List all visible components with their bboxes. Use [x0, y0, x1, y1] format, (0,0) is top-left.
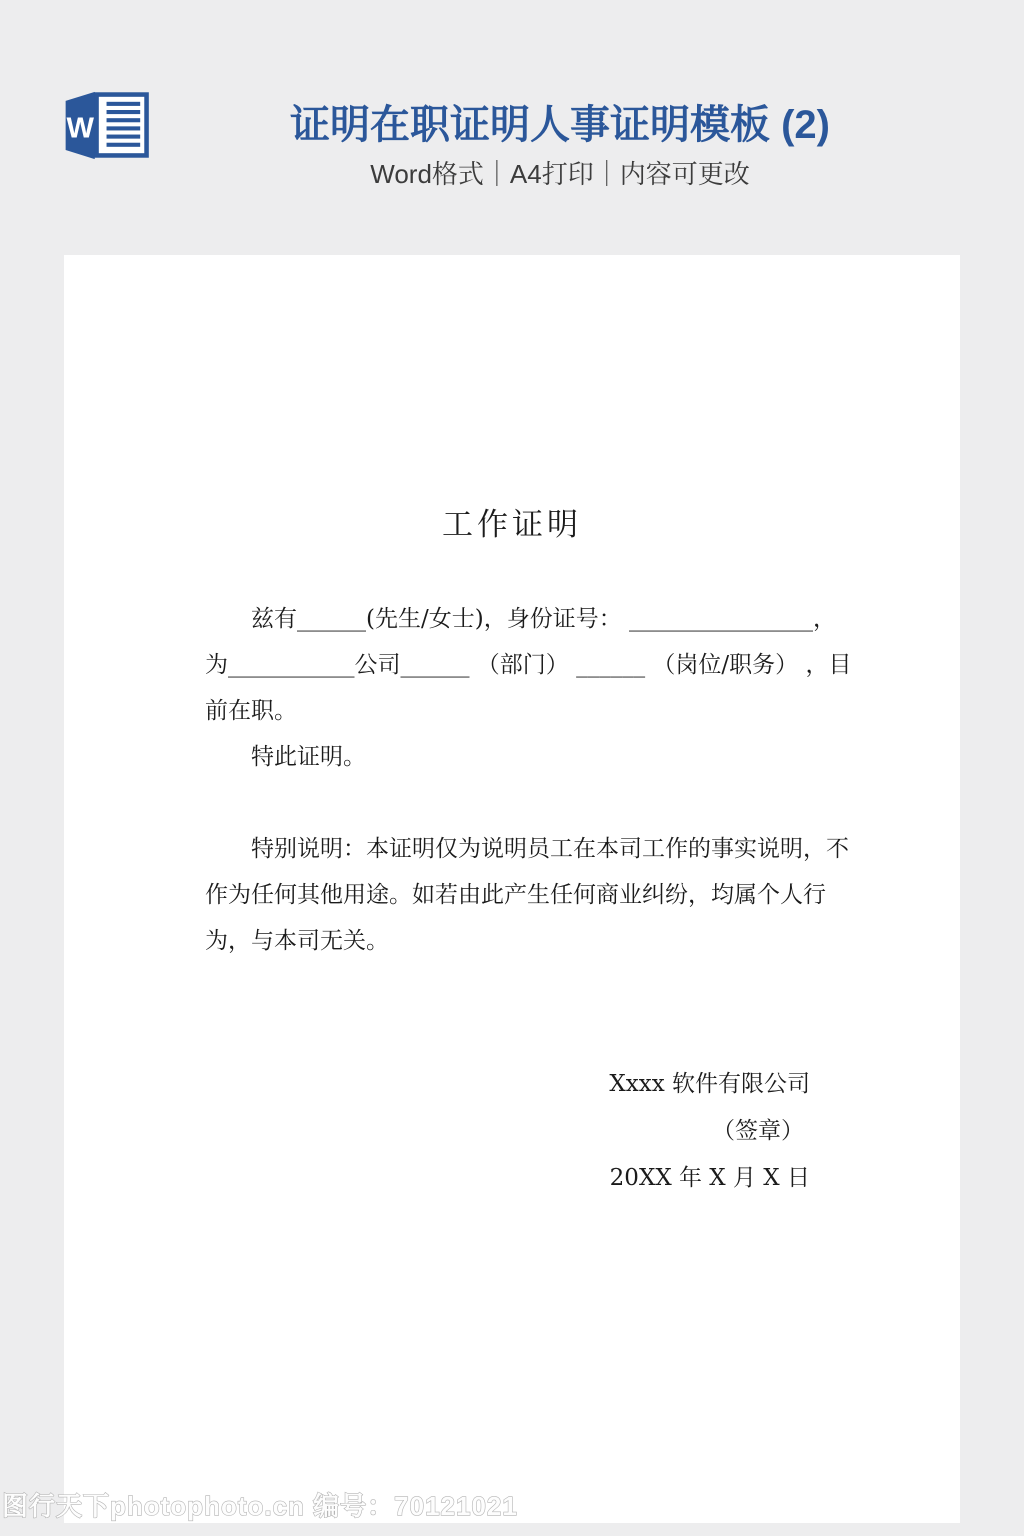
doc-line [205, 780, 830, 826]
template-subtitle: Word格式｜A4打印｜内容可更改 [370, 159, 750, 189]
doc-line: 兹有______(先生/女士)，身份证号： ________________， [251, 606, 837, 632]
signature-seal: （签章） [712, 1118, 804, 1144]
doc-line: 作为任何其他用途。如若由此产生任何商业纠纷，均属个人行 [205, 882, 826, 908]
svg-text:W: W [66, 112, 94, 145]
doc-line: 特此证明。 [251, 744, 366, 770]
doc-body [205, 596, 852, 964]
signature-date: 20XX 年 X 月 X 日 [609, 1165, 810, 1191]
signature-block [609, 1061, 810, 1202]
site-watermark: 图行天下photophoto.cn 编号：70121021 [2, 1491, 518, 1521]
doc-line: 前在职。 [205, 698, 297, 724]
document-page [64, 255, 960, 1523]
template-title: 证明在职证明人事证明模板 (2) [290, 103, 830, 147]
doc-line: 为，与本司无关。 [205, 928, 389, 954]
signature-company: Xxxx 软件有限公司 [609, 1071, 810, 1097]
doc-line: 特别说明：本证明仅为说明员工在本司工作的事实说明，不 [251, 836, 849, 862]
doc-line: 为___________公司______ （部门） ______ （岗位/职务） ，目 [205, 652, 852, 678]
document-title: 工作证明 [442, 507, 582, 543]
